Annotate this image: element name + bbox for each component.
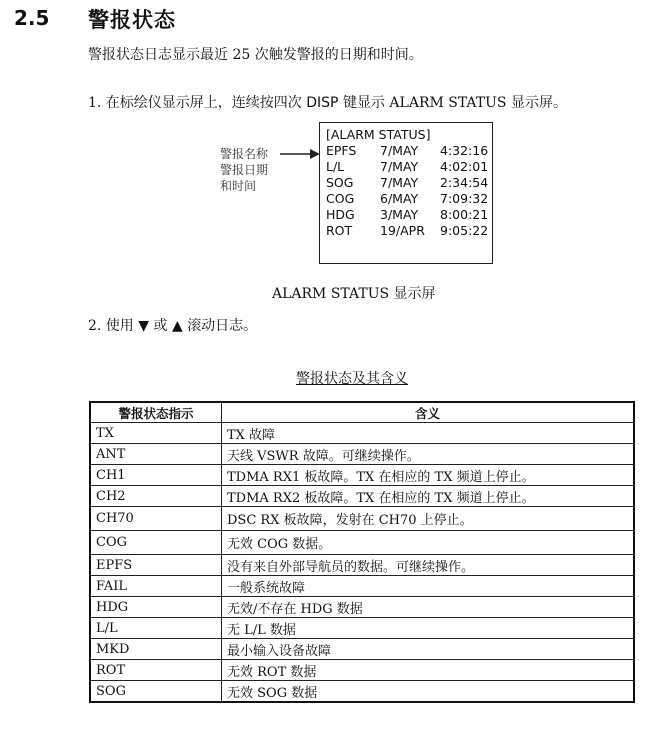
alarm-status-screen: [319, 122, 493, 264]
alarm-name: COG: [326, 191, 355, 206]
table-title: 警报状态及其含义: [296, 371, 408, 387]
alarm-code: CH1: [90, 465, 222, 486]
step-2: [88, 315, 257, 335]
section-title: 警报状态: [88, 8, 176, 32]
callout-labels: [220, 146, 268, 194]
table-row: [90, 597, 634, 618]
table-header-row: [90, 402, 634, 423]
alarm-date: 7/MAY: [380, 159, 419, 174]
step-2-number: 2.: [88, 318, 102, 334]
alarm-date: 3/MAY: [380, 207, 419, 222]
alarm-name: L/L: [326, 159, 345, 174]
alarm-meaning: 无效 SOG 数据: [222, 681, 635, 703]
screen-row: [326, 191, 492, 207]
figure-caption: ALARM STATUS 显示屏: [272, 286, 436, 302]
alarm-time: 2:34:54: [440, 175, 489, 190]
table-row: [90, 465, 634, 486]
down-arrow-icon: ▼: [138, 318, 150, 334]
alarm-meaning: 无效 COG 数据。: [222, 531, 635, 555]
header-meaning: 含义: [222, 402, 635, 423]
alarm-meaning: 无效/不存在 HDG 数据: [222, 597, 635, 618]
alarm-meaning: 一般系统故障: [222, 576, 635, 597]
screen-row: [326, 175, 492, 191]
alarm-date: 19/APR: [380, 223, 425, 238]
table-row: [90, 423, 634, 444]
alarm-code: SOG: [90, 681, 222, 703]
step-2-text-post: 滚动日志。: [187, 318, 258, 334]
alarm-code: L/L: [90, 618, 222, 639]
alarm-meaning: 天线 VSWR 故障。可继续操作。: [222, 444, 635, 465]
alarm-code: MKD: [90, 639, 222, 660]
table-row: [90, 576, 634, 597]
alarm-time: 7:09:32: [440, 191, 489, 206]
label-alarm-name: 警报名称: [220, 147, 269, 161]
alarm-meaning: DSC RX 板故障，发射在 CH70 上停止。: [222, 507, 635, 531]
callout-arrow-icon: [280, 147, 320, 161]
alarm-code: ANT: [90, 444, 222, 465]
label-and-time: 和时间: [220, 179, 257, 193]
alarm-name: SOG: [326, 175, 354, 190]
table-row: [90, 660, 634, 681]
table-row: [90, 507, 634, 531]
table-row: [90, 555, 634, 576]
alarm-date: 6/MAY: [380, 191, 419, 206]
screen-row: [326, 143, 492, 159]
table-row: [90, 618, 634, 639]
alarm-name: EPFS: [326, 143, 357, 158]
step-1-text-post: 显示屏。: [510, 95, 567, 111]
step-1-text-pre: 在标绘仪显示屏上，连续按四次: [105, 95, 302, 111]
alarm-time: 4:02:01: [440, 159, 489, 174]
step-1-number: 1.: [88, 95, 102, 111]
alarm-name: HDG: [326, 207, 355, 222]
table-row: [90, 681, 634, 703]
alarm-meaning: TDMA RX1 板故障。TX 在相应的 TX 频道上停止。: [222, 465, 635, 486]
alarm-code: CH70: [90, 507, 222, 531]
alarm-date: 7/MAY: [380, 175, 419, 190]
up-arrow-icon: ▲: [171, 318, 183, 334]
alarm-date: 7/MAY: [380, 143, 419, 158]
alarm-time: 8:00:21: [440, 207, 489, 222]
table-row: [90, 639, 634, 660]
label-alarm-date: 警报日期: [220, 163, 269, 177]
alarm-meaning: 无效 ROT 数据: [222, 660, 635, 681]
intro-paragraph: 警报状态日志显示最近 25 次触发警报的日期和时间。: [88, 47, 423, 63]
alarm-status-screen-name: ALARM STATUS: [389, 95, 507, 111]
alarm-code: TX: [90, 423, 222, 444]
step-1: [88, 92, 567, 112]
alarm-code: HDG: [90, 597, 222, 618]
screen-row: [326, 223, 492, 239]
alarm-name: ROT: [326, 223, 353, 238]
table-row: [90, 531, 634, 555]
step-2-text-pre: 使用: [105, 318, 134, 334]
alarm-meaning: 最小输入设备故障: [222, 639, 635, 660]
alarm-code: FAIL: [90, 576, 222, 597]
step-2-text-or: 或: [153, 318, 168, 334]
alarm-meaning: TX 故障: [222, 423, 635, 444]
alarm-meaning: TDMA RX2 板故障。TX 在相应的 TX 频道上停止。: [222, 486, 635, 507]
screen-header: [ALARM STATUS]: [326, 127, 431, 142]
alarm-status-table: [89, 401, 635, 703]
screen-row: [326, 207, 492, 223]
table-row: [90, 486, 634, 507]
alarm-code: CH2: [90, 486, 222, 507]
alarm-code: EPFS: [90, 555, 222, 576]
table-row: [90, 444, 634, 465]
section-number: 2.5: [14, 6, 50, 30]
header-indicator: 警报状态指示: [90, 402, 222, 423]
alarm-time: 4:32:16: [440, 143, 489, 158]
step-1-text-mid: 键显示: [342, 95, 385, 111]
alarm-meaning: 没有来自外部导航员的数据。可继续操作。: [222, 555, 635, 576]
disp-key-label: DISP: [306, 95, 339, 111]
screen-row: [326, 159, 492, 175]
alarm-time: 9:05:22: [440, 223, 489, 238]
alarm-code: ROT: [90, 660, 222, 681]
alarm-code: COG: [90, 531, 222, 555]
alarm-meaning: 无 L/L 数据: [222, 618, 635, 639]
